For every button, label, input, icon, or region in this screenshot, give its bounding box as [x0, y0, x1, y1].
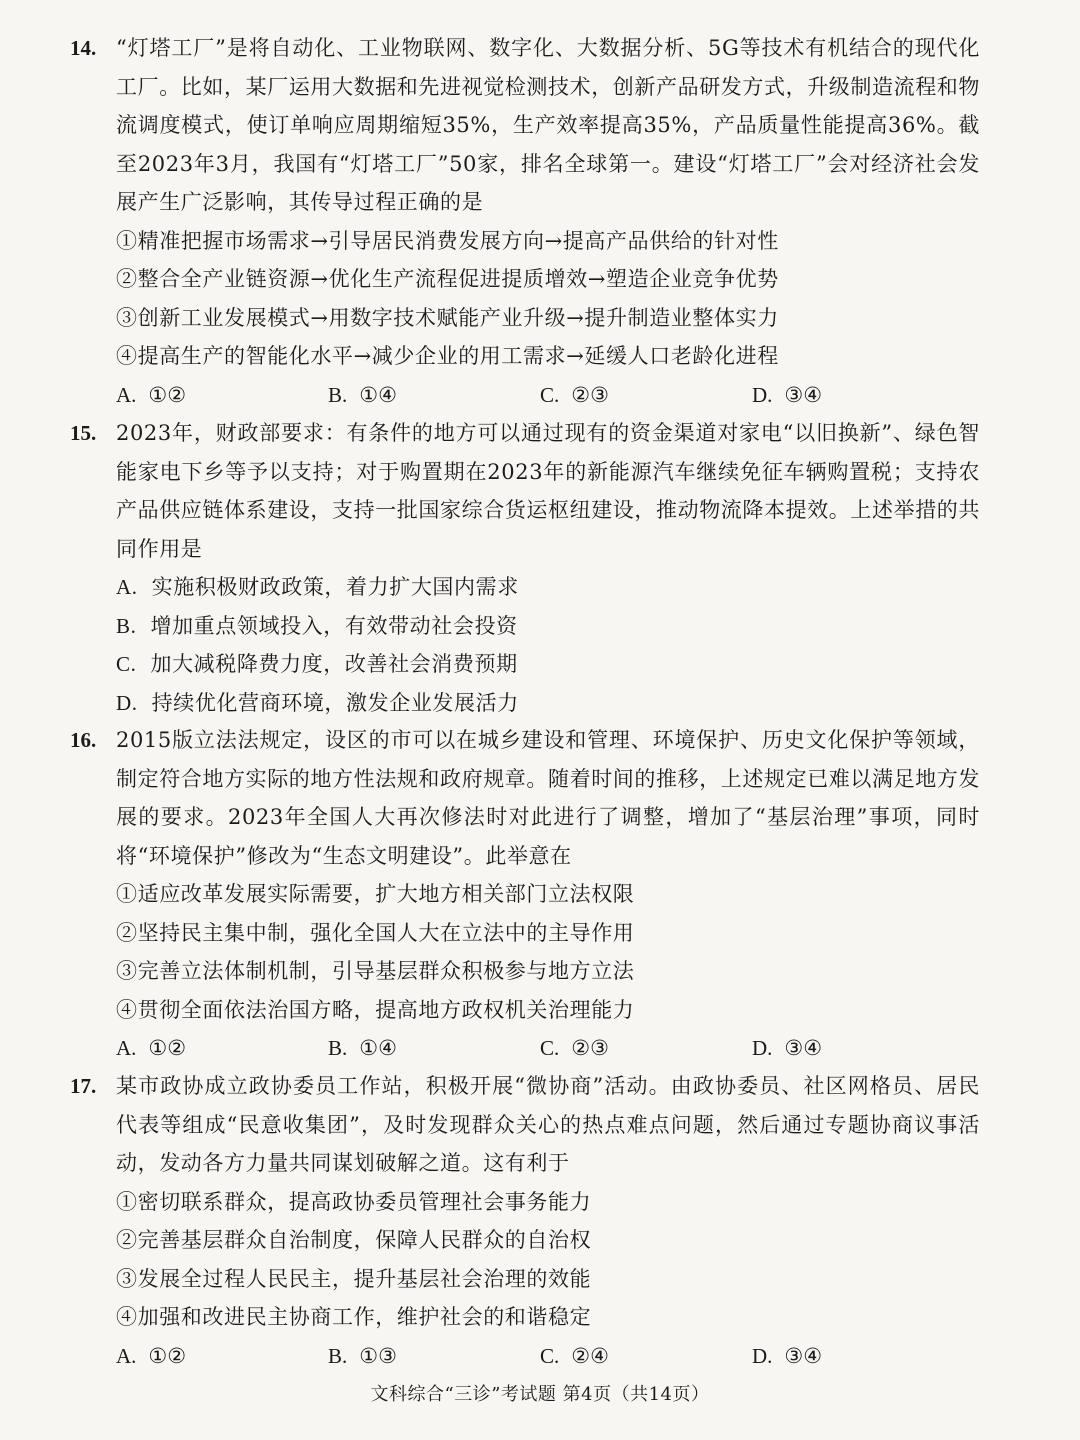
choice-letter: B. — [116, 613, 137, 638]
statement-3: ③创新工业发展模式→用数字技术赋能产业升级→提升制造业整体实力 — [116, 305, 779, 330]
choice-letter: D. — [116, 690, 138, 715]
choice-text: 加大减税降费力度，改善社会消费预期 — [150, 652, 518, 676]
statement-1: ①精准把握市场需求→引导居民消费发展方向→提高产品供给的针对性 — [116, 228, 779, 253]
choice-letter: A. — [116, 382, 137, 407]
choice-b — [328, 376, 397, 415]
choice-letter: C. — [116, 652, 137, 676]
choice-c — [116, 645, 980, 684]
choice-text: ①④ — [359, 1036, 397, 1060]
choice-letter: A. — [116, 1036, 137, 1060]
question-16 — [70, 721, 980, 1068]
choice-letter: B. — [328, 382, 348, 407]
statement-4: ④贯彻全面依法治国方略，提高地方政权机关治理能力 — [116, 997, 635, 1022]
question-stem: “灯塔工厂”是将自动化、工业物联网、数字化、大数据分析、5G等技术有机结合的现代化工厂。比如，某厂运用大数据和先进视觉检测技术，创新产品研发方式，升级制造流程和物流调度模式，使订单响应周期缩短35%，生产效率提高35%，产品质量性能提高36%。截至2023年3月，我国有“灯塔工厂”50家，排名全球第一。建设“灯塔工厂”会对经济社会发展产生广泛影响，其传导过程正确的是 — [116, 36, 980, 214]
statement-4: ④提高生产的智能化水平→减少企业的用工需求→延缓人口老龄化进程 — [116, 344, 779, 368]
choice-a — [116, 1029, 186, 1068]
question-15 — [70, 414, 980, 722]
choice-text: ①② — [148, 382, 187, 407]
choice-b — [328, 1337, 397, 1376]
statement-2: ②整合全产业链资源→优化生产流程促进提质增效→塑造企业竞争优势 — [116, 267, 779, 291]
choice-text: 持续优化营商环境，激发企业发展活力 — [151, 690, 519, 715]
choice-a — [116, 1337, 186, 1376]
choice-text: ①② — [148, 1343, 187, 1368]
question-stem: 2023年，财政部要求：有条件的地方可以通过现有的资金渠道对家电“以旧换新”、绿色智能家电下乡等予以支持；对于购置期在2023年的新能源汽车继续免征车辆购置税；支持农产品供应链体系建设，支持一批国家综合货运枢纽建设，推动物流降本提效。上述举措的共同作用是 — [116, 421, 980, 561]
choice-letter: C. — [540, 1036, 560, 1060]
choice-letter: B. — [328, 1343, 348, 1368]
choice-text: 增加重点领域投入，有效带动社会投资 — [150, 613, 518, 638]
choice-text: ①③ — [359, 1343, 397, 1368]
question-number: 14. — [70, 36, 97, 60]
choice-text: ①② — [148, 1036, 187, 1060]
choice-c — [540, 1337, 609, 1376]
choice-a — [116, 568, 980, 607]
choice-text: ①④ — [359, 382, 397, 407]
choice-text: ②③ — [571, 382, 609, 407]
choice-text: 实施积极财政政策，着力扩大国内需求 — [151, 575, 519, 599]
choice-c — [540, 1029, 609, 1068]
question-14 — [70, 29, 980, 414]
choice-d — [752, 1029, 822, 1068]
statement-2: ②坚持民主集中制，强化全国人大在立法中的主导作用 — [116, 920, 635, 945]
choice-text: ②③ — [571, 1036, 609, 1060]
choice-text: ③④ — [784, 382, 823, 407]
choice-letter: C. — [540, 382, 560, 407]
question-number: 17. — [70, 1074, 97, 1098]
choice-text: ②④ — [571, 1343, 609, 1368]
statement-3: ③完善立法体制机制，引导基层群众积极参与地方立法 — [116, 959, 635, 983]
statement-1: ①密切联系群众，提高政协委员管理社会事务能力 — [116, 1189, 592, 1214]
choice-text: ③④ — [784, 1343, 823, 1368]
question-17 — [70, 1067, 980, 1375]
choice-letter: D. — [752, 382, 773, 407]
statement-2: ②完善基层群众自治制度，保障人民群众的自治权 — [116, 1228, 592, 1252]
question-number: 16. — [70, 728, 97, 752]
question-number: 15. — [70, 421, 97, 445]
choice-letter: C. — [540, 1343, 560, 1368]
choice-letter: D. — [752, 1343, 773, 1368]
choice-text: ③④ — [784, 1036, 823, 1060]
question-stem: 某市政协成立政协委员工作站，积极开展“微协商”活动。由政协委员、社区网格员、居民代表等组成“民意收集团”，及时发现群众关心的热点难点问题，然后通过专题协商议事活动，发动各方力量共同谋划破解之道。这有利于 — [116, 1074, 980, 1175]
answer-choices — [116, 1029, 980, 1068]
page-footer: 文科综合“三诊”考试题 第4页（共14页） — [370, 1384, 710, 1405]
choice-d — [752, 1337, 822, 1376]
choice-letter: A. — [116, 1343, 137, 1368]
choice-letter: D. — [752, 1036, 773, 1060]
answer-choices — [116, 376, 980, 415]
statement-4: ④加强和改进民主协商工作，维护社会的和谐稳定 — [116, 1305, 592, 1329]
choice-d — [752, 376, 822, 415]
choice-a — [116, 376, 186, 415]
answer-choices — [116, 1337, 980, 1376]
choice-b — [328, 1029, 397, 1068]
choice-letter: B. — [328, 1036, 348, 1060]
choice-d — [116, 684, 980, 723]
choice-letter: A. — [116, 575, 138, 599]
choice-c — [540, 376, 609, 415]
statement-1: ①适应改革发展实际需要，扩大地方相关部门立法权限 — [116, 882, 635, 906]
statement-3: ③发展全过程人民民主，提升基层社会治理的效能 — [116, 1266, 592, 1291]
choice-b — [116, 607, 980, 646]
question-stem: 2015版立法法规定，设区的市可以在城乡建设和管理、环境保护、历史文化保护等领域，制定符合地方实际的地方性法规和政府规章。随着时间的推移，上述规定已难以满足地方发展的要求。2023年全国人大再次修法时对此进行了调整，增加了“基层治理”事项，同时将“环境保护”修改为“生态文明建设”。此举意在 — [116, 728, 980, 868]
